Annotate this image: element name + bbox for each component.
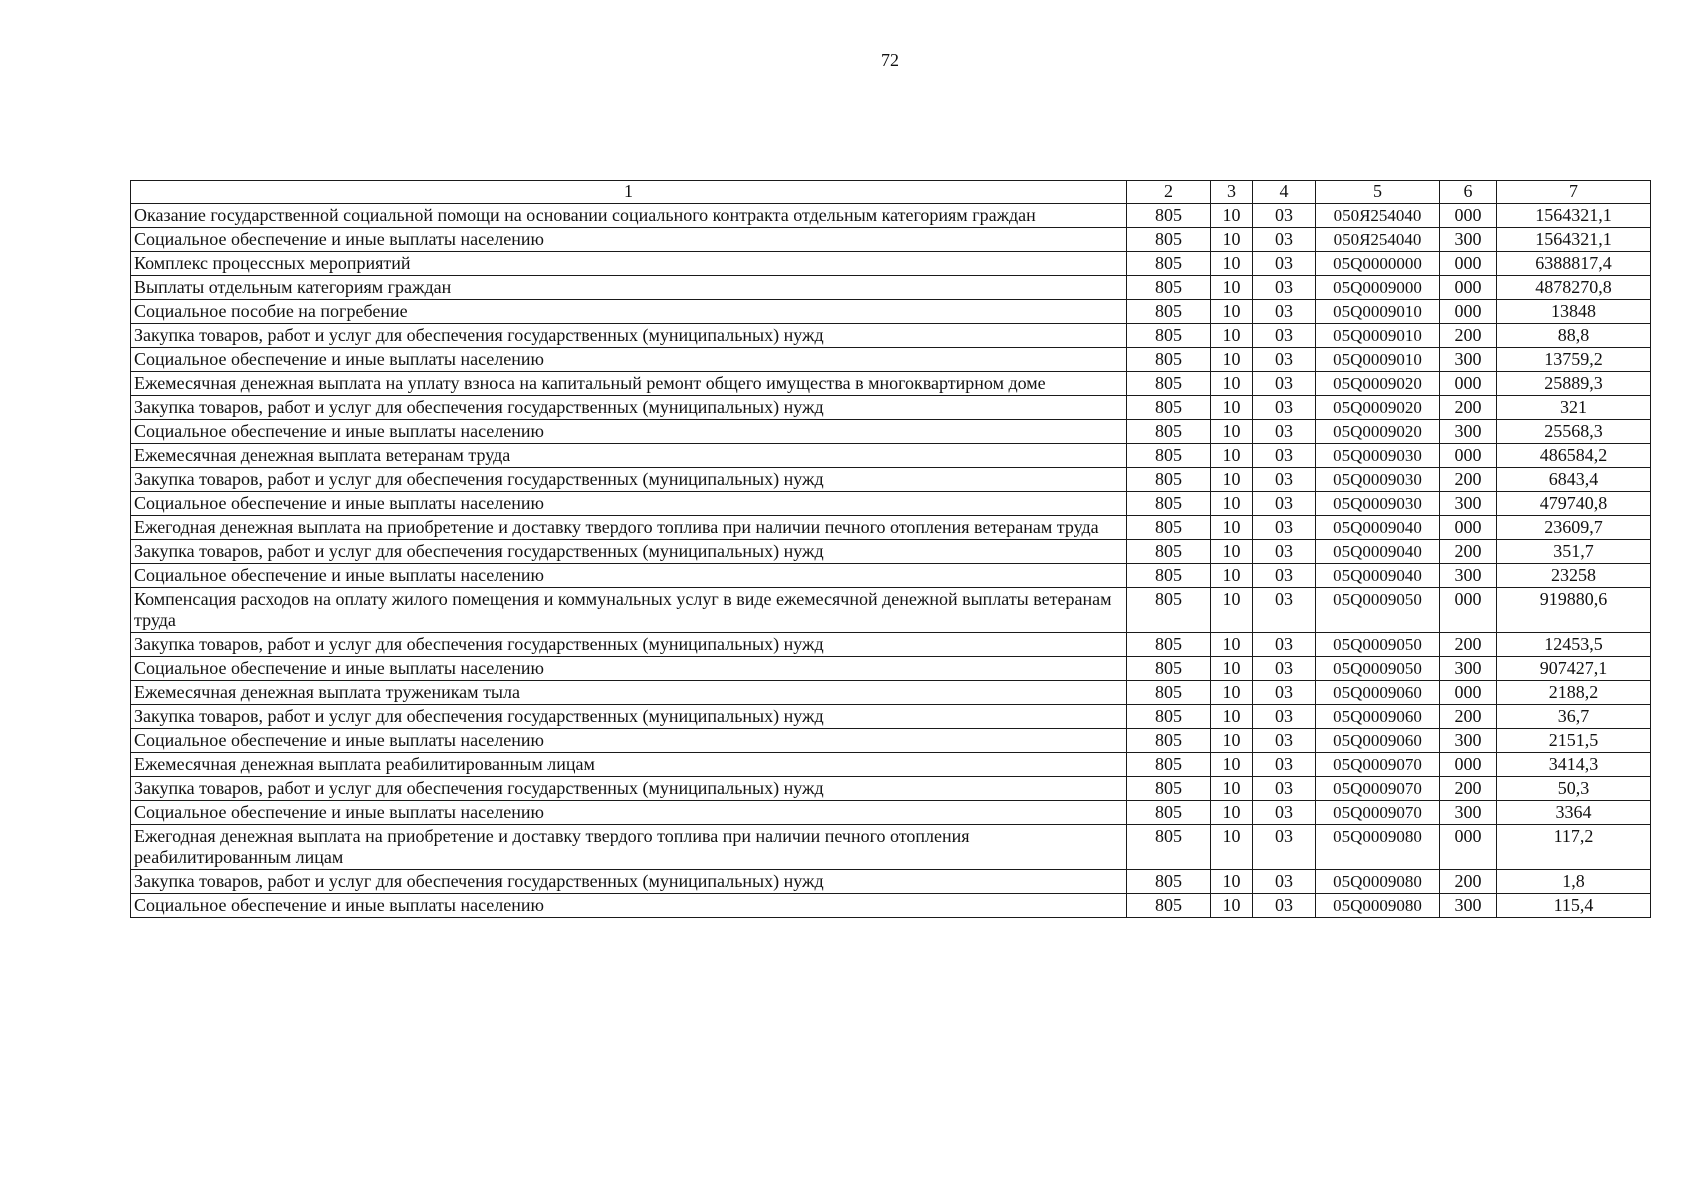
amount-cell: 1,8 — [1497, 870, 1651, 894]
expense-type-code-cell: 300 — [1440, 894, 1497, 918]
subsection-code-cell: 03 — [1253, 228, 1316, 252]
expense-type-code-cell: 200 — [1440, 705, 1497, 729]
expense-name-cell: Социальное обеспечение и иные выплаты населению — [131, 894, 1127, 918]
section-code-cell: 10 — [1211, 825, 1253, 870]
expense-type-code-cell: 300 — [1440, 657, 1497, 681]
expense-name-cell: Закупка товаров, работ и услуг для обеспечения государственных (муниципальных) нужд — [131, 870, 1127, 894]
amount-cell: 36,7 — [1497, 705, 1651, 729]
amount-cell: 919880,6 — [1497, 588, 1651, 633]
table-row — [131, 540, 1651, 564]
expense-type-code-cell: 000 — [1440, 588, 1497, 633]
expense-type-code-cell: 000 — [1440, 204, 1497, 228]
ministry-code-cell: 805 — [1127, 729, 1211, 753]
ministry-code-cell: 805 — [1127, 492, 1211, 516]
section-code-cell: 10 — [1211, 372, 1253, 396]
expense-type-code-cell: 000 — [1440, 681, 1497, 705]
table-row — [131, 753, 1651, 777]
expense-name-cell: Закупка товаров, работ и услуг для обеспечения государственных (муниципальных) нужд — [131, 396, 1127, 420]
amount-cell: 3414,3 — [1497, 753, 1651, 777]
header-col-5: 5 — [1316, 181, 1440, 204]
expense-type-code-cell: 000 — [1440, 516, 1497, 540]
header-col-6: 6 — [1440, 181, 1497, 204]
expense-name-cell: Социальное обеспечение и иные выплаты населению — [131, 492, 1127, 516]
target-article-code-cell: 05Q0009060 — [1316, 705, 1440, 729]
section-code-cell: 10 — [1211, 204, 1253, 228]
target-article-code-cell: 05Q0009050 — [1316, 633, 1440, 657]
expense-name-cell: Ежемесячная денежная выплата труженикам тыла — [131, 681, 1127, 705]
expense-type-code-cell: 300 — [1440, 801, 1497, 825]
section-code-cell: 10 — [1211, 516, 1253, 540]
amount-cell: 50,3 — [1497, 777, 1651, 801]
ministry-code-cell: 805 — [1127, 777, 1211, 801]
expense-type-code-cell: 300 — [1440, 420, 1497, 444]
amount-cell: 4878270,8 — [1497, 276, 1651, 300]
target-article-code-cell: 05Q0009030 — [1316, 468, 1440, 492]
ministry-code-cell: 805 — [1127, 705, 1211, 729]
expense-name-cell: Ежегодная денежная выплата на приобретение и доставку твердого топлива при наличии печного отопления реабилитированным лицам — [131, 825, 1127, 870]
target-article-code-cell: 05Q0009030 — [1316, 444, 1440, 468]
target-article-code-cell: 05Q0009060 — [1316, 729, 1440, 753]
section-code-cell: 10 — [1211, 705, 1253, 729]
target-article-code-cell: 05Q0009050 — [1316, 657, 1440, 681]
section-code-cell: 10 — [1211, 276, 1253, 300]
subsection-code-cell: 03 — [1253, 540, 1316, 564]
expense-name-cell: Социальное пособие на погребение — [131, 300, 1127, 324]
section-code-cell: 10 — [1211, 657, 1253, 681]
subsection-code-cell: 03 — [1253, 468, 1316, 492]
expense-type-code-cell: 000 — [1440, 444, 1497, 468]
expense-name-cell: Закупка товаров, работ и услуг для обеспечения государственных (муниципальных) нужд — [131, 633, 1127, 657]
subsection-code-cell: 03 — [1253, 444, 1316, 468]
ministry-code-cell: 805 — [1127, 348, 1211, 372]
expense-name-cell: Закупка товаров, работ и услуг для обеспечения государственных (муниципальных) нужд — [131, 540, 1127, 564]
section-code-cell: 10 — [1211, 681, 1253, 705]
ministry-code-cell: 805 — [1127, 657, 1211, 681]
ministry-code-cell: 805 — [1127, 633, 1211, 657]
amount-cell: 13848 — [1497, 300, 1651, 324]
amount-cell: 88,8 — [1497, 324, 1651, 348]
amount-cell: 3364 — [1497, 801, 1651, 825]
target-article-code-cell: 05Q0009000 — [1316, 276, 1440, 300]
ministry-code-cell: 805 — [1127, 396, 1211, 420]
table-row — [131, 894, 1651, 918]
target-article-code-cell: 050Я254040 — [1316, 204, 1440, 228]
subsection-code-cell: 03 — [1253, 372, 1316, 396]
expense-name-cell: Ежемесячная денежная выплата реабилитированным лицам — [131, 753, 1127, 777]
target-article-code-cell: 05Q0009020 — [1316, 372, 1440, 396]
header-col-1: 1 — [131, 181, 1127, 204]
amount-cell: 2151,5 — [1497, 729, 1651, 753]
expense-type-code-cell: 300 — [1440, 564, 1497, 588]
amount-cell: 23258 — [1497, 564, 1651, 588]
header-col-7: 7 — [1497, 181, 1651, 204]
subsection-code-cell: 03 — [1253, 657, 1316, 681]
subsection-code-cell: 03 — [1253, 870, 1316, 894]
target-article-code-cell: 05Q0009070 — [1316, 777, 1440, 801]
ministry-code-cell: 805 — [1127, 540, 1211, 564]
table-row — [131, 228, 1651, 252]
target-article-code-cell: 05Q0009030 — [1316, 492, 1440, 516]
amount-cell: 12453,5 — [1497, 633, 1651, 657]
table-row — [131, 516, 1651, 540]
ministry-code-cell: 805 — [1127, 588, 1211, 633]
table-row — [131, 204, 1651, 228]
ministry-code-cell: 805 — [1127, 516, 1211, 540]
table-row — [131, 729, 1651, 753]
ministry-code-cell: 805 — [1127, 801, 1211, 825]
subsection-code-cell: 03 — [1253, 252, 1316, 276]
expense-name-cell: Социальное обеспечение и иные выплаты населению — [131, 348, 1127, 372]
amount-cell: 23609,7 — [1497, 516, 1651, 540]
section-code-cell: 10 — [1211, 468, 1253, 492]
section-code-cell: 10 — [1211, 729, 1253, 753]
table-row — [131, 372, 1651, 396]
subsection-code-cell: 03 — [1253, 825, 1316, 870]
subsection-code-cell: 03 — [1253, 276, 1316, 300]
target-article-code-cell: 05Q0009070 — [1316, 801, 1440, 825]
expense-name-cell: Ежемесячная денежная выплата ветеранам труда — [131, 444, 1127, 468]
table-row — [131, 324, 1651, 348]
page-number: 72 — [881, 50, 899, 70]
expense-name-cell: Закупка товаров, работ и услуг для обеспечения государственных (муниципальных) нужд — [131, 705, 1127, 729]
section-code-cell: 10 — [1211, 801, 1253, 825]
target-article-code-cell: 05Q0009040 — [1316, 564, 1440, 588]
amount-cell: 13759,2 — [1497, 348, 1651, 372]
expense-name-cell: Выплаты отдельным категориям граждан — [131, 276, 1127, 300]
subsection-code-cell: 03 — [1253, 324, 1316, 348]
amount-cell: 486584,2 — [1497, 444, 1651, 468]
table-row — [131, 657, 1651, 681]
expense-type-code-cell: 200 — [1440, 777, 1497, 801]
amount-cell: 25889,3 — [1497, 372, 1651, 396]
table-row — [131, 348, 1651, 372]
expense-name-cell: Закупка товаров, работ и услуг для обеспечения государственных (муниципальных) нужд — [131, 777, 1127, 801]
section-code-cell: 10 — [1211, 894, 1253, 918]
subsection-code-cell: 03 — [1253, 729, 1316, 753]
section-code-cell: 10 — [1211, 492, 1253, 516]
expense-name-cell: Компенсация расходов на оплату жилого помещения и коммунальных услуг в виде ежемесячной денежной выплаты ветеранам труда — [131, 588, 1127, 633]
ministry-code-cell: 805 — [1127, 276, 1211, 300]
target-article-code-cell: 05Q0009080 — [1316, 870, 1440, 894]
ministry-code-cell: 805 — [1127, 681, 1211, 705]
ministry-code-cell: 805 — [1127, 228, 1211, 252]
ministry-code-cell: 805 — [1127, 753, 1211, 777]
ministry-code-cell: 805 — [1127, 204, 1211, 228]
subsection-code-cell: 03 — [1253, 894, 1316, 918]
section-code-cell: 10 — [1211, 444, 1253, 468]
section-code-cell: 10 — [1211, 300, 1253, 324]
expense-type-code-cell: 000 — [1440, 276, 1497, 300]
expense-name-cell: Закупка товаров, работ и услуг для обеспечения государственных (муниципальных) нужд — [131, 324, 1127, 348]
target-article-code-cell: 05Q0009010 — [1316, 348, 1440, 372]
subsection-code-cell: 03 — [1253, 420, 1316, 444]
ministry-code-cell: 805 — [1127, 894, 1211, 918]
ministry-code-cell: 805 — [1127, 324, 1211, 348]
section-code-cell: 10 — [1211, 252, 1253, 276]
expense-type-code-cell: 000 — [1440, 252, 1497, 276]
target-article-code-cell: 05Q0009070 — [1316, 753, 1440, 777]
table-row — [131, 705, 1651, 729]
section-code-cell: 10 — [1211, 870, 1253, 894]
section-code-cell: 10 — [1211, 396, 1253, 420]
expense-type-code-cell: 300 — [1440, 228, 1497, 252]
amount-cell: 351,7 — [1497, 540, 1651, 564]
header-col-3: 3 — [1211, 181, 1253, 204]
amount-cell: 907427,1 — [1497, 657, 1651, 681]
expense-type-code-cell: 200 — [1440, 540, 1497, 564]
table-row — [131, 420, 1651, 444]
ministry-code-cell: 805 — [1127, 300, 1211, 324]
table-row — [131, 801, 1651, 825]
ministry-code-cell: 805 — [1127, 468, 1211, 492]
amount-cell: 1564321,1 — [1497, 228, 1651, 252]
section-code-cell: 10 — [1211, 348, 1253, 372]
expense-name-cell: Закупка товаров, работ и услуг для обеспечения государственных (муниципальных) нужд — [131, 468, 1127, 492]
subsection-code-cell: 03 — [1253, 588, 1316, 633]
table-row — [131, 444, 1651, 468]
table-row — [131, 252, 1651, 276]
expense-name-cell: Социальное обеспечение и иные выплаты населению — [131, 801, 1127, 825]
section-code-cell: 10 — [1211, 633, 1253, 657]
header-col-2: 2 — [1127, 181, 1211, 204]
ministry-code-cell: 805 — [1127, 825, 1211, 870]
section-code-cell: 10 — [1211, 753, 1253, 777]
expense-name-cell: Комплекс процессных мероприятий — [131, 252, 1127, 276]
expense-type-code-cell: 000 — [1440, 300, 1497, 324]
expense-type-code-cell: 000 — [1440, 372, 1497, 396]
amount-cell: 6843,4 — [1497, 468, 1651, 492]
table-header — [131, 181, 1651, 204]
ministry-code-cell: 805 — [1127, 444, 1211, 468]
subsection-code-cell: 03 — [1253, 681, 1316, 705]
target-article-code-cell: 05Q0009020 — [1316, 396, 1440, 420]
table-row — [131, 633, 1651, 657]
subsection-code-cell: 03 — [1253, 300, 1316, 324]
ministry-code-cell: 805 — [1127, 252, 1211, 276]
amount-cell: 2188,2 — [1497, 681, 1651, 705]
table-row — [131, 825, 1651, 870]
amount-cell: 117,2 — [1497, 825, 1651, 870]
target-article-code-cell: 05Q0009080 — [1316, 894, 1440, 918]
amount-cell: 1564321,1 — [1497, 204, 1651, 228]
table-row — [131, 276, 1651, 300]
table-row — [131, 777, 1651, 801]
table-row — [131, 681, 1651, 705]
header-col-4: 4 — [1253, 181, 1316, 204]
table-row — [131, 300, 1651, 324]
section-code-cell: 10 — [1211, 324, 1253, 348]
expense-name-cell: Социальное обеспечение и иные выплаты населению — [131, 729, 1127, 753]
target-article-code-cell: 05Q0009040 — [1316, 516, 1440, 540]
expense-name-cell: Ежемесячная денежная выплата на уплату взноса на капитальный ремонт общего имущества в многоквартирном доме — [131, 372, 1127, 396]
subsection-code-cell: 03 — [1253, 564, 1316, 588]
target-article-code-cell: 05Q0009010 — [1316, 324, 1440, 348]
ministry-code-cell: 805 — [1127, 420, 1211, 444]
expense-type-code-cell: 200 — [1440, 468, 1497, 492]
target-article-code-cell: 05Q0009020 — [1316, 420, 1440, 444]
expense-type-code-cell: 300 — [1440, 492, 1497, 516]
expense-type-code-cell: 300 — [1440, 348, 1497, 372]
header-row — [131, 181, 1651, 204]
table-row — [131, 564, 1651, 588]
target-article-code-cell: 050Я254040 — [1316, 228, 1440, 252]
subsection-code-cell: 03 — [1253, 396, 1316, 420]
expense-type-code-cell: 200 — [1440, 633, 1497, 657]
expense-type-code-cell: 200 — [1440, 870, 1497, 894]
subsection-code-cell: 03 — [1253, 753, 1316, 777]
section-code-cell: 10 — [1211, 564, 1253, 588]
ministry-code-cell: 805 — [1127, 870, 1211, 894]
section-code-cell: 10 — [1211, 228, 1253, 252]
expense-type-code-cell: 300 — [1440, 729, 1497, 753]
table-body — [131, 204, 1651, 918]
section-code-cell: 10 — [1211, 420, 1253, 444]
expense-name-cell: Оказание государственной социальной помощи на основании социального контракта отдельным категориям граждан — [131, 204, 1127, 228]
amount-cell: 25568,3 — [1497, 420, 1651, 444]
target-article-code-cell: 05Q0009010 — [1316, 300, 1440, 324]
amount-cell: 321 — [1497, 396, 1651, 420]
section-code-cell: 10 — [1211, 588, 1253, 633]
table-row — [131, 396, 1651, 420]
amount-cell: 6388817,4 — [1497, 252, 1651, 276]
ministry-code-cell: 805 — [1127, 372, 1211, 396]
subsection-code-cell: 03 — [1253, 705, 1316, 729]
expense-type-code-cell: 200 — [1440, 324, 1497, 348]
budget-table — [130, 180, 1651, 918]
table-row — [131, 870, 1651, 894]
subsection-code-cell: 03 — [1253, 492, 1316, 516]
section-code-cell: 10 — [1211, 777, 1253, 801]
table-row — [131, 588, 1651, 633]
amount-cell: 479740,8 — [1497, 492, 1651, 516]
target-article-code-cell: 05Q0009060 — [1316, 681, 1440, 705]
subsection-code-cell: 03 — [1253, 348, 1316, 372]
subsection-code-cell: 03 — [1253, 633, 1316, 657]
ministry-code-cell: 805 — [1127, 564, 1211, 588]
subsection-code-cell: 03 — [1253, 777, 1316, 801]
section-code-cell: 10 — [1211, 540, 1253, 564]
expense-name-cell: Социальное обеспечение и иные выплаты населению — [131, 657, 1127, 681]
table-row — [131, 468, 1651, 492]
subsection-code-cell: 03 — [1253, 801, 1316, 825]
expense-name-cell: Социальное обеспечение и иные выплаты населению — [131, 564, 1127, 588]
expense-type-code-cell: 000 — [1440, 825, 1497, 870]
amount-cell: 115,4 — [1497, 894, 1651, 918]
expense-name-cell: Социальное обеспечение и иные выплаты населению — [131, 420, 1127, 444]
subsection-code-cell: 03 — [1253, 204, 1316, 228]
target-article-code-cell: 05Q0009080 — [1316, 825, 1440, 870]
subsection-code-cell: 03 — [1253, 516, 1316, 540]
expense-name-cell: Социальное обеспечение и иные выплаты населению — [131, 228, 1127, 252]
expense-type-code-cell: 200 — [1440, 396, 1497, 420]
target-article-code-cell: 05Q0009050 — [1316, 588, 1440, 633]
table-row — [131, 492, 1651, 516]
target-article-code-cell: 05Q0000000 — [1316, 252, 1440, 276]
expense-type-code-cell: 000 — [1440, 753, 1497, 777]
target-article-code-cell: 05Q0009040 — [1316, 540, 1440, 564]
expense-name-cell: Ежегодная денежная выплата на приобретение и доставку твердого топлива при наличии печного отопления ветеранам труда — [131, 516, 1127, 540]
